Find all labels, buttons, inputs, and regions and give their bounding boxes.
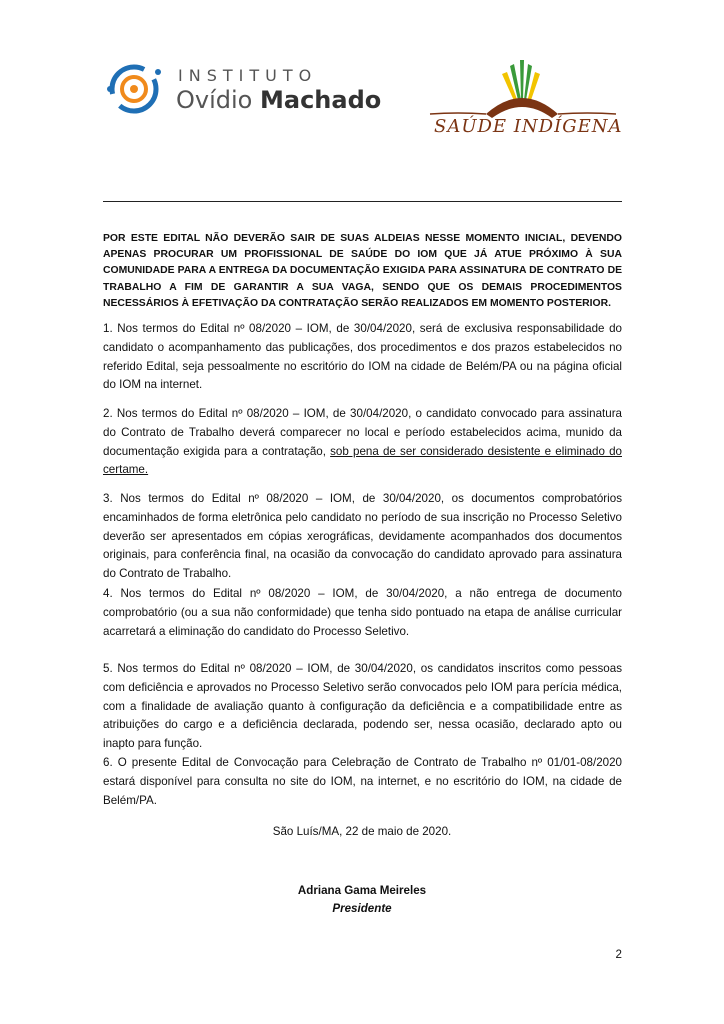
signer-name: Adriana Gama Meireles [297, 884, 427, 897]
saude-indigena-logo [428, 52, 623, 162]
header-divider [103, 201, 622, 202]
iom-logo-mark-icon [100, 58, 170, 120]
paragraph-5: 5. Nos termos do Edital nº 08/2020 – IOM, de 30/04/2020, os candidatos inscritos como pessoas com deficiência e aprovados no Processo Seletivo serão convocados pelo IOM para perícia médica, com a finalidade de avaliação quanto à configuração da deficiência e a compatibilidade entre as atribuições do cargo e a deficiência declarada, podendo ser, nessa ocasião, declarado apto ou inapto para função. [103, 662, 622, 751]
instituto-ovidio-machado-logo [100, 58, 382, 120]
paragraph-2-underlined: sob pena de ser considerado desistente e eliminado do certame. [103, 444, 622, 477]
date-line: São Luís/MA, 22 de maio de 2020. [272, 825, 452, 838]
paragraph-1: 1. Nos termos do Edital nº 08/2020 – IOM, de 30/04/2020, será de exclusiva responsabilidade do candidato o acompanhamento das publicações, dos procedimentos e dos prazos estabelecidos no referido Edital, seja pessoalmente no escritório do IOM na cidade de Belém/PA ou na página oficial do IOM na internet. [103, 322, 622, 392]
iom-logo-line1: INSTITUTO [178, 66, 318, 85]
signer-role: Presidente [332, 902, 392, 915]
saude-indigena-text: SAÚDE INDÍGENA [434, 116, 623, 137]
paragraph-2-text: 2. Nos termos do Edital nº 08/2020 – IOM, de 30/04/2020, o candidato convocado para assinatura do Contrato de Trabalho deverá comparecer no local e período estabelecidos acima, munido da documentação exigida para a contratação, [103, 407, 622, 458]
feather-headdress-icon [428, 52, 618, 162]
paragraph-4: 4. Nos termos do Edital nº 08/2020 – IOM, de 30/04/2020, a não entrega de documento comprobatório (ou a sua não conformidade) que tenha sido pontuado na etapa de análise curricular acarretará a eliminação do candidato do Processo Seletivo. [103, 587, 622, 638]
page-number: 2 [615, 948, 622, 961]
paragraph-3: 3. Nos termos do Edital nº 08/2020 – IOM, de 30/04/2020, os documentos comprobatórios encaminhados de forma eletrônica pelo candidato no período de sua inscrição no Processo Seletivo deverão ser apresentados em cópias xerográficas, devidamente acompanhados dos documentos originais, para conferência final, na ocasião da convocação do candidato aprovado para assinatura do Contrato de Trabalho. [103, 492, 622, 581]
paragraph-2 [103, 405, 622, 480]
iom-logo-line2: Ovídio Machado [176, 86, 382, 114]
paragraph-6: 6. O presente Edital de Convocação para Celebração de Contrato de Trabalho nº 01/01-08/2020 estará disponível para consulta no site do IOM, na internet, e no escritório do IOM, na cidade de Belém/PA. [103, 756, 622, 807]
intro-notice: POR ESTE EDITAL NÃO DEVERÃO SAIR DE SUAS ALDEIAS NESSE MOMENTO INICIAL, DEVENDO APENAS PROCURAR UM PROFISSIONAL DE SAÚDE DO IOM QUE JÁ ATUE PRÓXIMO À SUA COMUNIDADE PARA A ENTREGA DA DOCUMENTAÇÃO EXIGIDA PARA ASSINATURA DE CONTRATO DE TRABALHO A FIM DE GARANTIR A SUA VAGA, SENDO QUE OS DEMAIS PROCEDIMENTOS NECESSÁRIOS À EFETIVAÇÃO DA CONTRATAÇÃO SERÃO REALIZADOS EM MOMENTO POSTERIOR. [103, 233, 622, 309]
